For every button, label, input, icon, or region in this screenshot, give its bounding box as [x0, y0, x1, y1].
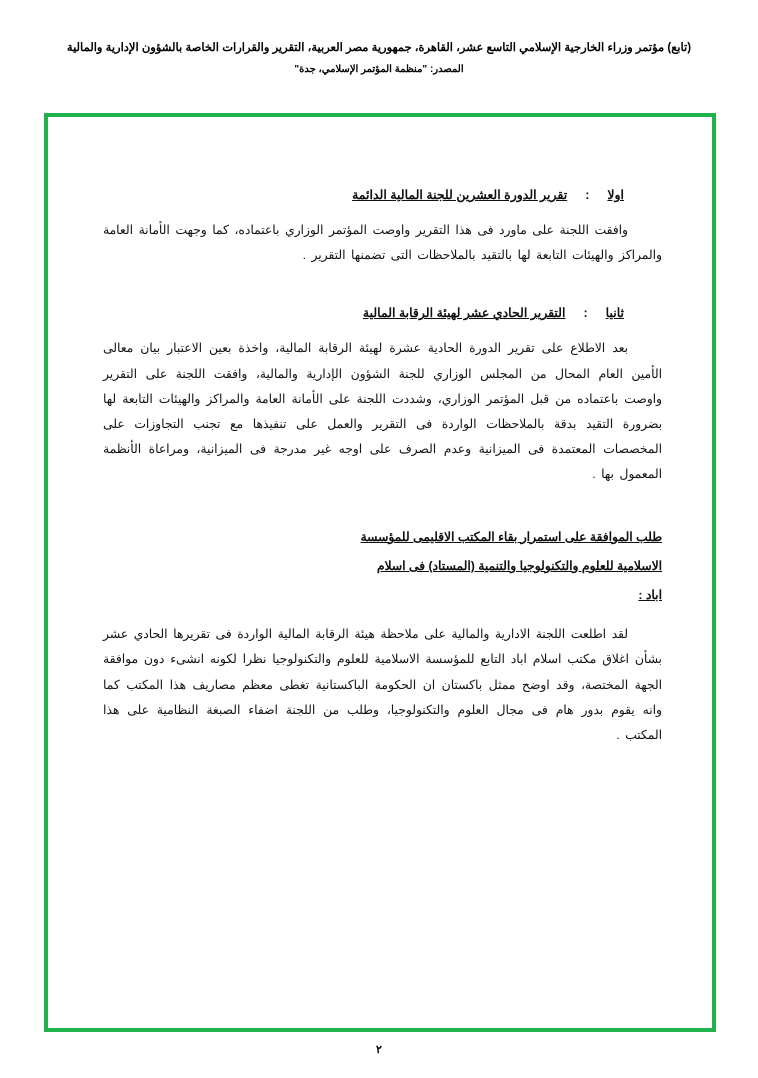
green-border-frame	[44, 113, 716, 1032]
section-first-colon: :	[585, 188, 590, 202]
header-source: المصدر: "منظمة المؤتمر الإسلامي، جدة"	[294, 64, 464, 76]
section-first	[103, 187, 662, 268]
page-header	[0, 40, 758, 75]
header-title: (تابع) مؤتمر وزراء الخارجية الإسلامي التاسع عشر، القاهرة، جمهورية مصر العربية، التقرير والقرارات الخاصة بالشؤون الإدارية والمالية	[66, 42, 692, 54]
section-first-paragraph: وافقت اللجنة على ماورد فى هذا التقرير واوصت المؤتمر الوزاري باعتماده، كما وجهت الأمانة العامة والمراكز والهيئات التابعة لها بالتقيد بالملاحظات التى تضمنها التقرير .	[103, 223, 662, 263]
subsection-paragraph: لقد اطلعت اللجنة الادارية والمالية على ملاحظة هيئة الرقابة المالية الواردة فى تقريرها الحادي عشر بشأن اغلاق مكتب اسلام اباد التابع للمؤسسة الاسلامية للعلوم والتكنولوجيا نظرا لكونه انشىء دون موافقة الجهة المختصة، وقد اوضح ممثل باكستان ان الحكومة الباكستانية تغطى معظم مصاريف هذا المكتب كما وانه يقوم بدور هام فى مجال العلوم والتكنولوجيا، وطلب من اللجنة اضفاء الصبغة النظامية على هذا المكتب .	[103, 627, 662, 743]
section-second-paragraph: بعد الاطلاع على تقرير الدورة الحادية عشرة لهيئة الرقابة المالية، واخذة بعين الاعتبار بيان معالى الأمين العام المحال من المجلس الوزاري للجنة الشؤون الإدارية والمالية، وافقت اللجنة على التقرير واوصت باعتماده من قبل المؤتمر الوزاري، وشددت اللجنة على الأمانة العامة والمراكز والهيئات التابعة لها بضرورة التقيد بدقة بالملاحظات الواردة فى التقرير والعمل على تنفيذها مع تجنب التجاوزات على المخصصات المعتمدة فى الميزانية وعدم الصرف على اوجه غير مدرجة فى الميزانية، ومراعاة الأنظمة المعمول بها .	[103, 341, 662, 482]
section-second-label: ثانيا	[605, 306, 624, 321]
subsection-heading-line-3: اباد :	[638, 588, 662, 603]
spacer	[103, 285, 662, 305]
subsection-heading-line-2: الاسلامية للعلوم والتكنولوجيا والتنمية (المستاد) فى اسلام	[376, 558, 662, 573]
subsection-heading-line-1: طلب الموافقة على استمرار بقاء المكتب الاقليمى للمؤسسة	[360, 529, 662, 544]
section-second	[103, 305, 662, 487]
spacer	[103, 505, 662, 525]
spacer	[103, 612, 662, 622]
document-body	[103, 187, 662, 765]
section-first-label: اولا	[607, 188, 624, 202]
page-number: ٢	[376, 1044, 382, 1056]
subsection-isesco-office	[103, 525, 662, 749]
section-first-heading	[103, 187, 662, 202]
section-second-title: التقرير الحادي عشر لهيئة الرقابة المالية	[362, 306, 566, 321]
section-first-title: تقرير الدورة العشرين للجنة المالية الدائمة	[352, 188, 568, 202]
section-second-heading	[103, 305, 662, 320]
section-second-colon: :	[583, 306, 588, 321]
